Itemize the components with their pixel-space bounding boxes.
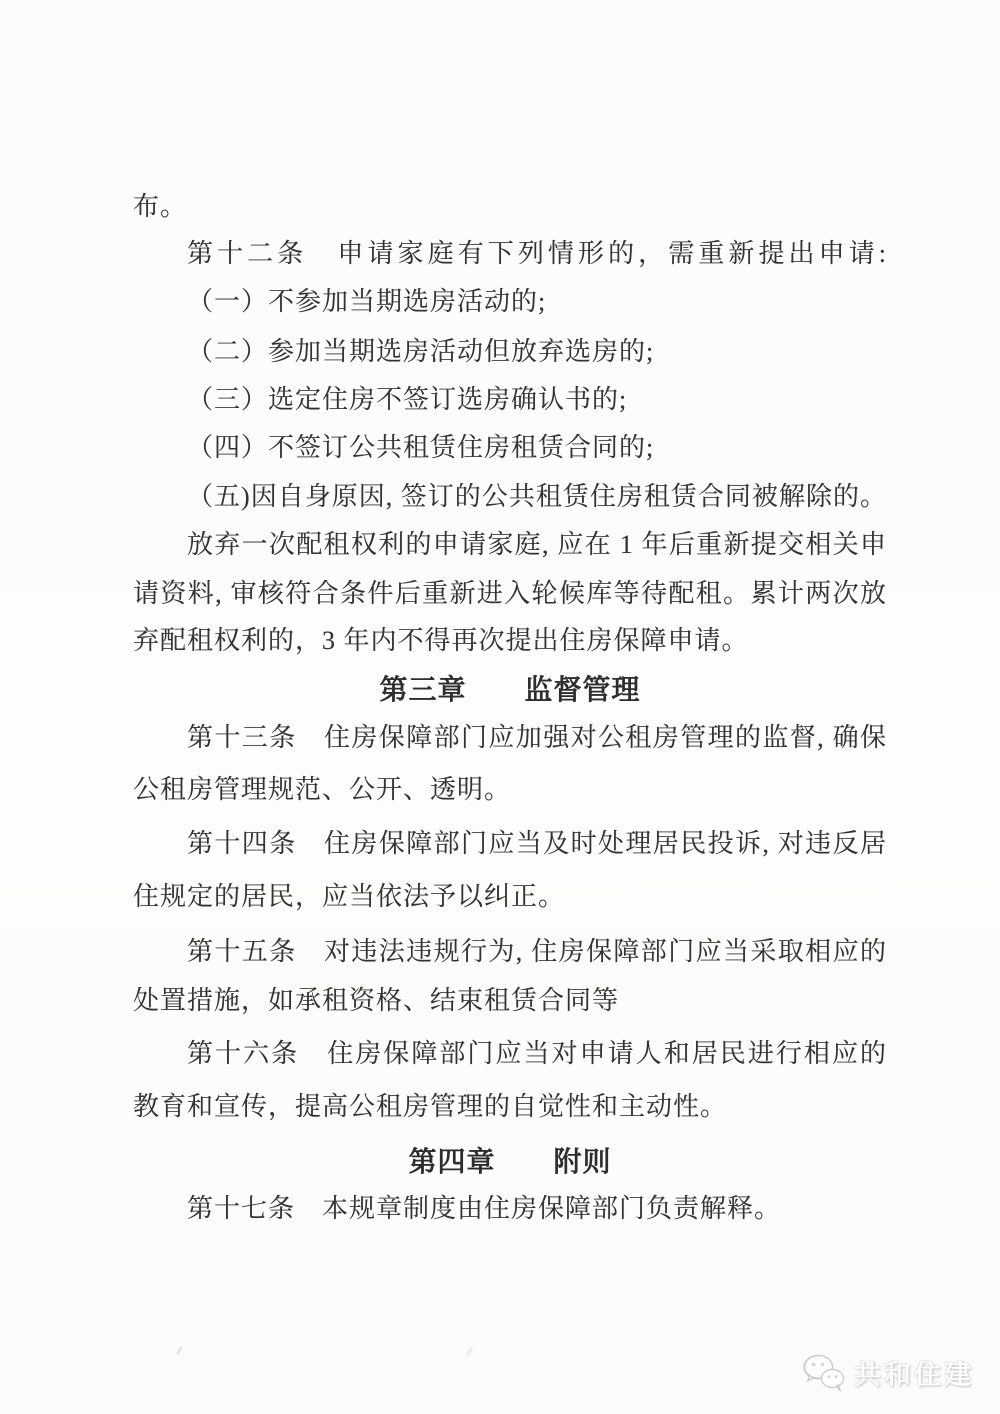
article-14-line: 第十四条 住房保障部门应当及时处理居民投诉, 对违反居 (187, 829, 887, 858)
article-16-line: 第十六条 住房保障部门应当对申请人和居民进行相应的 (187, 1039, 887, 1068)
article-17-line: 第十七条 本规章制度由住房保障部门负责解释。 (187, 1194, 782, 1223)
text-line: 教育和宣传，提高公租房管理的自觉性和主动性。 (133, 1092, 728, 1121)
scan-speck (176, 1346, 183, 1355)
text-line: 处置措施，如承租资格、结束租赁合同等 (133, 986, 620, 1015)
text-line: 公租房管理规范、公开、透明。 (133, 775, 512, 804)
text-line: 请资料, 审核符合条件后重新进入轮候库等待配租。累计两次放 (133, 579, 887, 608)
chapter-3-heading: 第三章 监督管理 (379, 674, 641, 705)
text-line: 弃配租权利的，3 年内不得再次提出住房保障申请。 (133, 626, 749, 655)
item-1-line: （一）不参加当期选房活动的; (187, 287, 547, 316)
article-15-line: 第十五条 对违法违规行为, 住房保障部门应当采取相应的 (187, 937, 887, 966)
text-line: 放弃一次配租权利的申请家庭, 应在 1 年后重新提交相关申 (187, 530, 887, 559)
watermark-label: 共和住建 (854, 1359, 974, 1390)
item-3-line: （三）选定住房不签订选房确认书的; (187, 385, 628, 414)
article-13-line: 第十三条 住房保障部门应加强对公租房管理的监督, 确保 (187, 723, 887, 752)
item-4-line: （四）不签订公共租赁住房租赁合同的; (187, 433, 655, 462)
text-line: 布。 (133, 192, 188, 221)
wechat-icon (801, 1352, 847, 1392)
item-2-line: （二）参加当期选房活动但放弃选房的; (187, 337, 655, 366)
item-5-line: （五)因自身原因, 签订的公共租赁住房租赁合同被解除的。 (187, 482, 887, 511)
article-12-line: 第十二条 申请家庭有下列情形的，需重新提出申请: (187, 239, 887, 268)
chapter-4-heading: 第四章 附则 (408, 1146, 612, 1177)
watermark (801, 1352, 974, 1392)
scan-speck (466, 1347, 473, 1356)
text-line: 住规定的居民，应当依法予以纠正。 (133, 882, 566, 911)
